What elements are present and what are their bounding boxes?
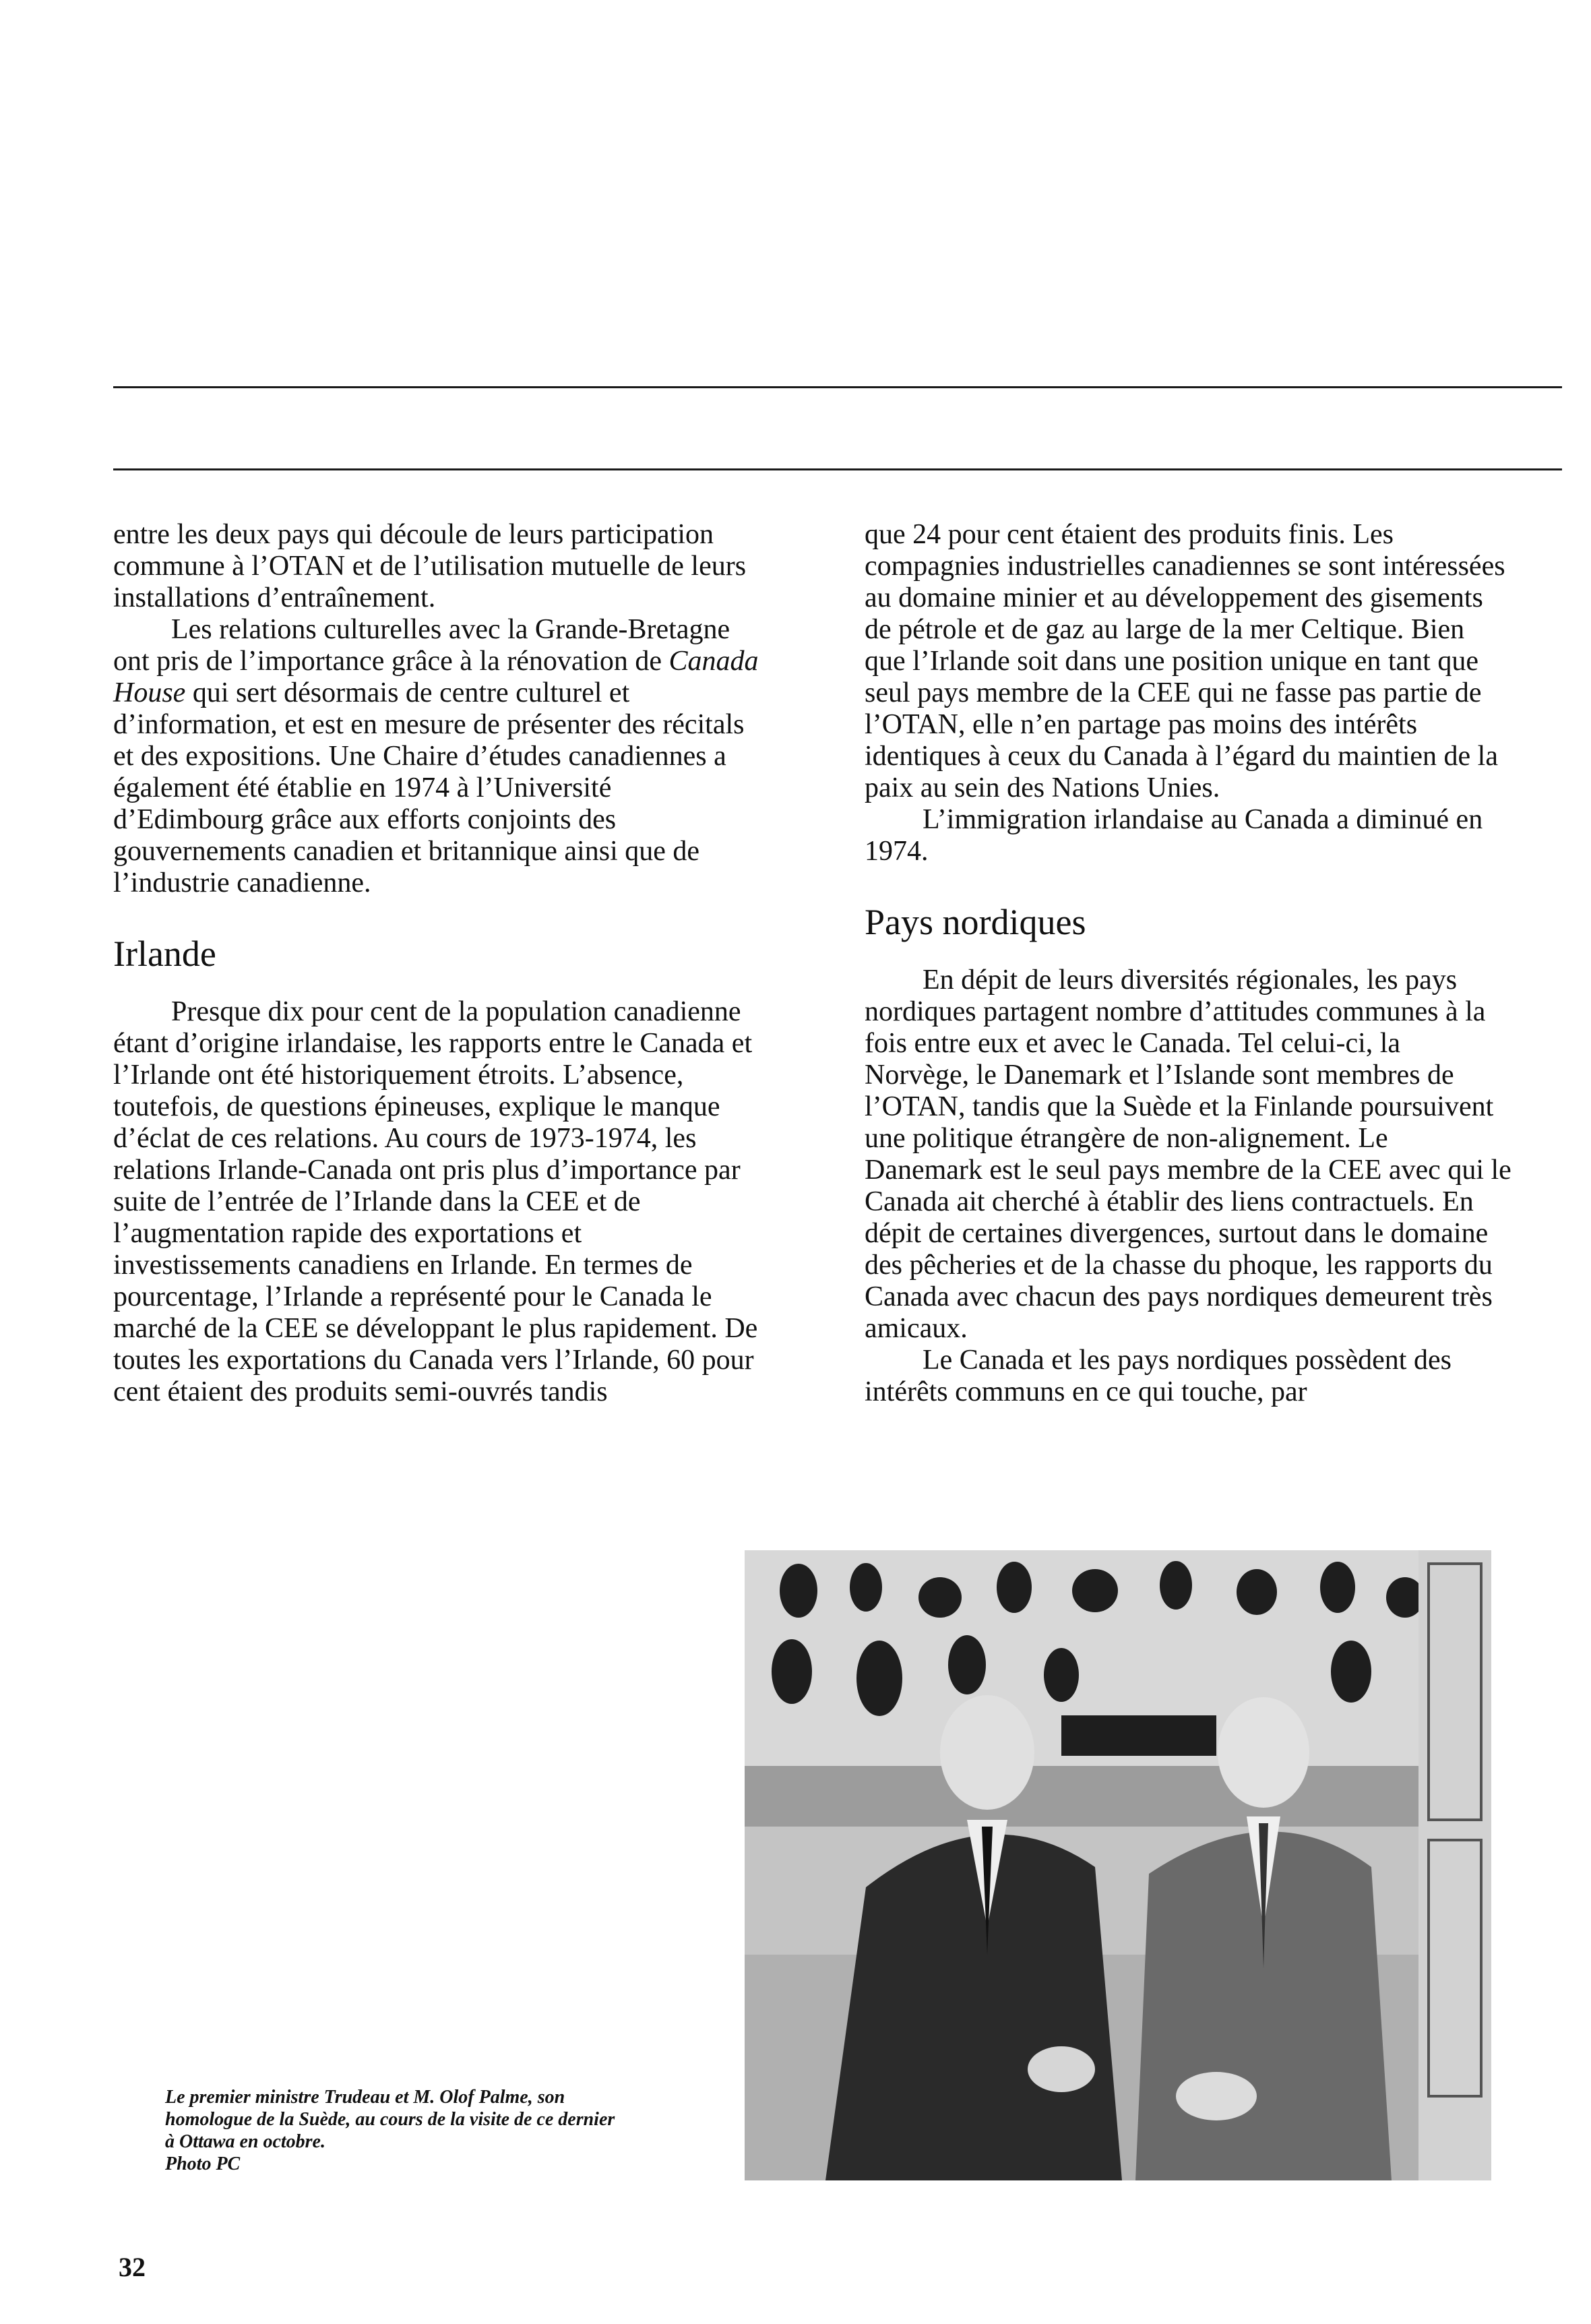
section-heading-irlande: Irlande (113, 934, 216, 974)
left-paragraph-2-text-a: Les relations culturelles avec la Grande-Bretagne ont pris de l’importance grâce à la rénovation de (113, 614, 730, 677)
left-paragraph-1: entre les deux pays qui découle de leurs participation commune à l’OTAN et de l’utilisation mutuelle de leurs installations d’entraînement. (113, 519, 747, 613)
left-paragraph-3: Presque dix pour cent de la population canadienne étant d’origine irlandaise, les rapports entre le Canada et l’Irlande ont été historiquement étroits. L’absence, toutefois, de questions épineuses, explique le manque d’éclat de ces relations. Au cours de 1973-1974, les relations Irlande-Canada ont pris plus d’importance par suite de l’entrée de l’Irlande dans la CEE et de l’augmentation rapide des exportations et investissements canadiens en Irlande. En termes de pourcentage, l’Irlande a représenté pour le Canada le marché de la CEE se développant le plus rapidement. De toutes les exportations du Canada vers l’Irlande, 60 pour cent étaient des produits semi-ouvrés tandis (113, 996, 758, 1407)
header-rule-top (113, 386, 1562, 388)
caption-line-3: à Ottawa en octobre. (165, 2131, 325, 2152)
page-number: 32 (119, 2252, 146, 2282)
left-paragraph-2 (113, 614, 760, 899)
caption-line-2: homologue de la Suède, au cours de la visite de ce dernier (165, 2109, 615, 2130)
photo-trudeau-palme (745, 1550, 1491, 2180)
left-paragraph-2-text-b: qui sert désormais de centre culturel et d’information, et est en mesure de présenter des récitals et des expositions. Une Chaire d’études canadiennes a également été établie en 1974 à l’Université d’Edimbourg grâce aux efforts conjoints des gouvernements canadien et britannique ainsi que de l’industrie canadienne. (113, 677, 745, 898)
right-paragraph-3: En dépit de leurs diversités régionales, les pays nordiques partagent nombre d’attitudes communes à la fois entre eux et avec le Canada. Tel celui-ci, la Norvège, le Danemark et l’Islande sont membres de l’OTAN, tandis que la Suède et la Finlande poursuivent une politique étrangère de non-alignement. Le Danemark est le seul pays membre de la CEE avec qui le Canada ait cherché à établir des liens contractuels. En dépit de certaines divergences, surtout dans le domaine des pêcheries et de la chasse du phoque, les rapports du Canada avec chacun des pays nordiques demeurent très amicaux. (865, 965, 1511, 1344)
right-paragraph-4: Le Canada et les pays nordiques possèdent des intérêts communs en ce qui touche, par (865, 1345, 1452, 1407)
caption-line-1: Le premier ministre Trudeau et M. Olof Palme, son (165, 2087, 565, 2108)
photo-illustration (745, 1550, 1491, 2180)
caption-credit: Photo PC (165, 2153, 241, 2174)
right-paragraph-1: que 24 pour cent étaient des produits finis. Les compagnies industrielles canadiennes se sont intéressées au domaine minier et au développement des gisements de pétrole et de gaz au large de la mer Celtique. Bien que l’Irlande soit dans une position unique en tant que seul pays membre de la CEE qui ne fasse pas partie de l’OTAN, elle n’en partage pas moins des intérêts identiques à ceux du Canada à l’égard du maintien de la paix au sein des Nations Unies. (865, 519, 1505, 803)
left-column (113, 519, 760, 1408)
header-rule-bottom (113, 468, 1562, 470)
canada-house-emphasis: Canada House (113, 646, 759, 708)
right-column (865, 519, 1511, 1408)
right-paragraph-2: L’immigration irlandaise au Canada a diminué en 1974. (865, 804, 1483, 867)
section-heading-pays-nordiques: Pays nordiques (865, 902, 1086, 942)
photo-caption (165, 2086, 731, 2175)
